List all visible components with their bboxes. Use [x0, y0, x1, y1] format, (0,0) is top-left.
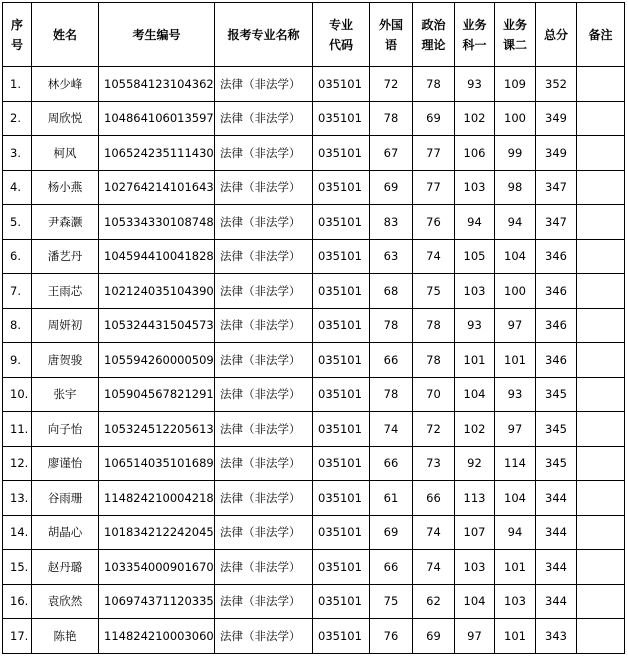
cell-total: 343 — [536, 619, 577, 654]
header-subject-two: 业务 课二 — [495, 3, 536, 67]
table-row — [3, 136, 625, 171]
header-index: 序 号 — [3, 3, 32, 67]
cell-foreign-language: 66 — [370, 343, 413, 378]
cell-total: 344 — [536, 550, 577, 585]
header-exam-id: 考生编号 — [99, 3, 215, 67]
cell-major-code: 035101 — [313, 515, 370, 550]
cell-foreign-language: 66 — [370, 550, 413, 585]
cell-exam-id: 106974371120335 — [99, 584, 215, 619]
cell-total: 345 — [536, 412, 577, 447]
cell-foreign-language: 78 — [370, 377, 413, 412]
header-total: 总分 — [536, 3, 577, 67]
cell-politics: 66 — [413, 481, 455, 516]
cell-politics: 69 — [413, 619, 455, 654]
cell-foreign-language: 74 — [370, 412, 413, 447]
cell-foreign-language: 61 — [370, 481, 413, 516]
cell-note — [577, 274, 625, 309]
header-foreign-language: 外国 语 — [370, 3, 413, 67]
table-row — [3, 412, 625, 447]
cell-major: 法律（非法学） — [215, 412, 313, 447]
cell-subject-two: 104 — [495, 239, 536, 274]
cell-foreign-language: 66 — [370, 446, 413, 481]
score-table — [2, 2, 625, 654]
header-subject-one: 业务 科一 — [455, 3, 495, 67]
cell-major: 法律（非法学） — [215, 377, 313, 412]
cell-major-code: 035101 — [313, 308, 370, 343]
cell-major: 法律（非法学） — [215, 205, 313, 240]
cell-index: 8. — [3, 308, 32, 343]
header-note: 备注 — [577, 3, 625, 67]
cell-note — [577, 446, 625, 481]
cell-note — [577, 101, 625, 136]
cell-foreign-language: 63 — [370, 239, 413, 274]
cell-exam-id: 101834212242045 — [99, 515, 215, 550]
cell-subject-one: 102 — [455, 412, 495, 447]
cell-note — [577, 308, 625, 343]
cell-subject-two: 98 — [495, 170, 536, 205]
cell-subject-one: 113 — [455, 481, 495, 516]
cell-total: 345 — [536, 377, 577, 412]
header-major: 报考专业名称 — [215, 3, 313, 67]
cell-subject-two: 97 — [495, 308, 536, 343]
cell-subject-one: 103 — [455, 274, 495, 309]
cell-note — [577, 584, 625, 619]
header-politics: 政治 理论 — [413, 3, 455, 67]
cell-subject-one: 101 — [455, 343, 495, 378]
header-row — [3, 3, 625, 67]
cell-major: 法律（非法学） — [215, 481, 313, 516]
cell-foreign-language: 69 — [370, 170, 413, 205]
cell-foreign-language: 72 — [370, 67, 413, 102]
cell-name: 王雨芯 — [32, 274, 99, 309]
cell-note — [577, 515, 625, 550]
cell-exam-id: 105334330108748 — [99, 205, 215, 240]
cell-total: 346 — [536, 274, 577, 309]
cell-index: 2. — [3, 101, 32, 136]
cell-subject-two: 100 — [495, 274, 536, 309]
cell-note — [577, 377, 625, 412]
cell-subject-two: 101 — [495, 619, 536, 654]
cell-subject-two: 103 — [495, 584, 536, 619]
cell-subject-two: 109 — [495, 67, 536, 102]
cell-major: 法律（非法学） — [215, 308, 313, 343]
cell-total: 347 — [536, 205, 577, 240]
cell-major-code: 035101 — [313, 619, 370, 654]
cell-exam-id: 105324431504573 — [99, 308, 215, 343]
cell-major: 法律（非法学） — [215, 239, 313, 274]
cell-total: 344 — [536, 515, 577, 550]
cell-major: 法律（非法学） — [215, 584, 313, 619]
cell-politics: 77 — [413, 136, 455, 171]
cell-subject-two: 101 — [495, 550, 536, 585]
table-row — [3, 101, 625, 136]
cell-subject-two: 104 — [495, 481, 536, 516]
cell-politics: 72 — [413, 412, 455, 447]
cell-exam-id: 105594260000509 — [99, 343, 215, 378]
cell-politics: 74 — [413, 550, 455, 585]
cell-index: 9. — [3, 343, 32, 378]
cell-major-code: 035101 — [313, 274, 370, 309]
cell-major-code: 035101 — [313, 343, 370, 378]
cell-politics: 74 — [413, 515, 455, 550]
cell-name: 赵丹璐 — [32, 550, 99, 585]
cell-note — [577, 205, 625, 240]
cell-subject-one: 93 — [455, 67, 495, 102]
cell-note — [577, 239, 625, 274]
cell-name: 廖谨怡 — [32, 446, 99, 481]
cell-subject-two: 114 — [495, 446, 536, 481]
cell-index: 6. — [3, 239, 32, 274]
cell-foreign-language: 83 — [370, 205, 413, 240]
cell-total: 346 — [536, 343, 577, 378]
cell-subject-one: 103 — [455, 170, 495, 205]
cell-index: 11. — [3, 412, 32, 447]
cell-exam-id: 105904567821291 — [99, 377, 215, 412]
cell-exam-id: 102764214101643 — [99, 170, 215, 205]
cell-politics: 76 — [413, 205, 455, 240]
cell-total: 344 — [536, 584, 577, 619]
cell-major-code: 035101 — [313, 584, 370, 619]
cell-name: 周欣悦 — [32, 101, 99, 136]
cell-total: 352 — [536, 67, 577, 102]
cell-exam-id: 114824210003060 — [99, 619, 215, 654]
cell-subject-one: 104 — [455, 377, 495, 412]
table-row — [3, 239, 625, 274]
cell-subject-one: 102 — [455, 101, 495, 136]
cell-politics: 69 — [413, 101, 455, 136]
cell-note — [577, 136, 625, 171]
table-row — [3, 515, 625, 550]
cell-index: 13. — [3, 481, 32, 516]
cell-note — [577, 343, 625, 378]
cell-subject-one: 107 — [455, 515, 495, 550]
cell-exam-id: 104864106013597 — [99, 101, 215, 136]
cell-major: 法律（非法学） — [215, 619, 313, 654]
cell-name: 尹森灏 — [32, 205, 99, 240]
table-row — [3, 481, 625, 516]
cell-index: 17. — [3, 619, 32, 654]
cell-subject-one: 94 — [455, 205, 495, 240]
cell-major-code: 035101 — [313, 239, 370, 274]
cell-name: 林少峰 — [32, 67, 99, 102]
cell-foreign-language: 67 — [370, 136, 413, 171]
table-row — [3, 584, 625, 619]
table-row — [3, 343, 625, 378]
cell-index: 15. — [3, 550, 32, 585]
cell-name: 张宇 — [32, 377, 99, 412]
table-row — [3, 205, 625, 240]
cell-major: 法律（非法学） — [215, 274, 313, 309]
cell-major-code: 035101 — [313, 101, 370, 136]
cell-major: 法律（非法学） — [215, 101, 313, 136]
cell-major-code: 035101 — [313, 412, 370, 447]
cell-index: 10. — [3, 377, 32, 412]
cell-major: 法律（非法学） — [215, 170, 313, 205]
cell-exam-id: 102124035104390 — [99, 274, 215, 309]
table-row — [3, 377, 625, 412]
cell-subject-two: 100 — [495, 101, 536, 136]
cell-name: 陈艳 — [32, 619, 99, 654]
cell-politics: 73 — [413, 446, 455, 481]
table-row — [3, 67, 625, 102]
cell-total: 347 — [536, 170, 577, 205]
cell-politics: 78 — [413, 67, 455, 102]
cell-name: 袁欣然 — [32, 584, 99, 619]
cell-name: 潘艺丹 — [32, 239, 99, 274]
cell-major: 法律（非法学） — [215, 343, 313, 378]
cell-major-code: 035101 — [313, 205, 370, 240]
cell-politics: 70 — [413, 377, 455, 412]
cell-exam-id: 105324512205613 — [99, 412, 215, 447]
cell-index: 4. — [3, 170, 32, 205]
cell-politics: 78 — [413, 308, 455, 343]
cell-major-code: 035101 — [313, 136, 370, 171]
cell-politics: 74 — [413, 239, 455, 274]
cell-subject-two: 101 — [495, 343, 536, 378]
cell-foreign-language: 68 — [370, 274, 413, 309]
cell-index: 14. — [3, 515, 32, 550]
cell-note — [577, 550, 625, 585]
cell-exam-id: 114824210004218 — [99, 481, 215, 516]
cell-note — [577, 481, 625, 516]
cell-total: 349 — [536, 101, 577, 136]
header-name: 姓名 — [32, 3, 99, 67]
cell-major-code: 035101 — [313, 377, 370, 412]
cell-exam-id: 106524235111430 — [99, 136, 215, 171]
cell-note — [577, 412, 625, 447]
cell-exam-id: 105584123104362 — [99, 67, 215, 102]
table-row — [3, 550, 625, 585]
cell-major: 法律（非法学） — [215, 550, 313, 585]
cell-index: 3. — [3, 136, 32, 171]
cell-major: 法律（非法学） — [215, 136, 313, 171]
cell-name: 杨小燕 — [32, 170, 99, 205]
table-row — [3, 446, 625, 481]
cell-major: 法律（非法学） — [215, 515, 313, 550]
cell-index: 16. — [3, 584, 32, 619]
cell-subject-one: 103 — [455, 550, 495, 585]
cell-total: 349 — [536, 136, 577, 171]
cell-name: 向子怡 — [32, 412, 99, 447]
cell-exam-id: 104594410041828 — [99, 239, 215, 274]
table-row — [3, 619, 625, 654]
table-row — [3, 308, 625, 343]
cell-total: 345 — [536, 446, 577, 481]
cell-major: 法律（非法学） — [215, 446, 313, 481]
cell-major-code: 035101 — [313, 446, 370, 481]
cell-foreign-language: 69 — [370, 515, 413, 550]
cell-note — [577, 170, 625, 205]
cell-exam-id: 106514035101689 — [99, 446, 215, 481]
cell-subject-two: 94 — [495, 515, 536, 550]
cell-total: 346 — [536, 308, 577, 343]
cell-exam-id: 103354000901670 — [99, 550, 215, 585]
cell-major-code: 035101 — [313, 170, 370, 205]
cell-politics: 62 — [413, 584, 455, 619]
cell-major-code: 035101 — [313, 550, 370, 585]
cell-subject-two: 99 — [495, 136, 536, 171]
cell-index: 7. — [3, 274, 32, 309]
cell-index: 12. — [3, 446, 32, 481]
cell-index: 1. — [3, 67, 32, 102]
cell-politics: 77 — [413, 170, 455, 205]
table-row — [3, 170, 625, 205]
cell-total: 346 — [536, 239, 577, 274]
header-major-code: 专业 代码 — [313, 3, 370, 67]
cell-total: 344 — [536, 481, 577, 516]
cell-politics: 75 — [413, 274, 455, 309]
cell-note — [577, 619, 625, 654]
cell-subject-one: 105 — [455, 239, 495, 274]
cell-name: 谷雨珊 — [32, 481, 99, 516]
cell-subject-two: 94 — [495, 205, 536, 240]
cell-major-code: 035101 — [313, 67, 370, 102]
cell-major-code: 035101 — [313, 481, 370, 516]
cell-subject-one: 106 — [455, 136, 495, 171]
cell-note — [577, 67, 625, 102]
cell-name: 胡晶心 — [32, 515, 99, 550]
table-row — [3, 274, 625, 309]
cell-subject-two: 97 — [495, 412, 536, 447]
cell-foreign-language: 75 — [370, 584, 413, 619]
cell-foreign-language: 78 — [370, 308, 413, 343]
cell-subject-one: 93 — [455, 308, 495, 343]
cell-name: 唐贺骏 — [32, 343, 99, 378]
cell-foreign-language: 76 — [370, 619, 413, 654]
cell-name: 周妍初 — [32, 308, 99, 343]
cell-subject-one: 92 — [455, 446, 495, 481]
cell-major: 法律（非法学） — [215, 67, 313, 102]
cell-subject-one: 97 — [455, 619, 495, 654]
cell-subject-one: 104 — [455, 584, 495, 619]
cell-index: 5. — [3, 205, 32, 240]
cell-name: 柯风 — [32, 136, 99, 171]
cell-foreign-language: 78 — [370, 101, 413, 136]
cell-subject-two: 93 — [495, 377, 536, 412]
cell-politics: 78 — [413, 343, 455, 378]
